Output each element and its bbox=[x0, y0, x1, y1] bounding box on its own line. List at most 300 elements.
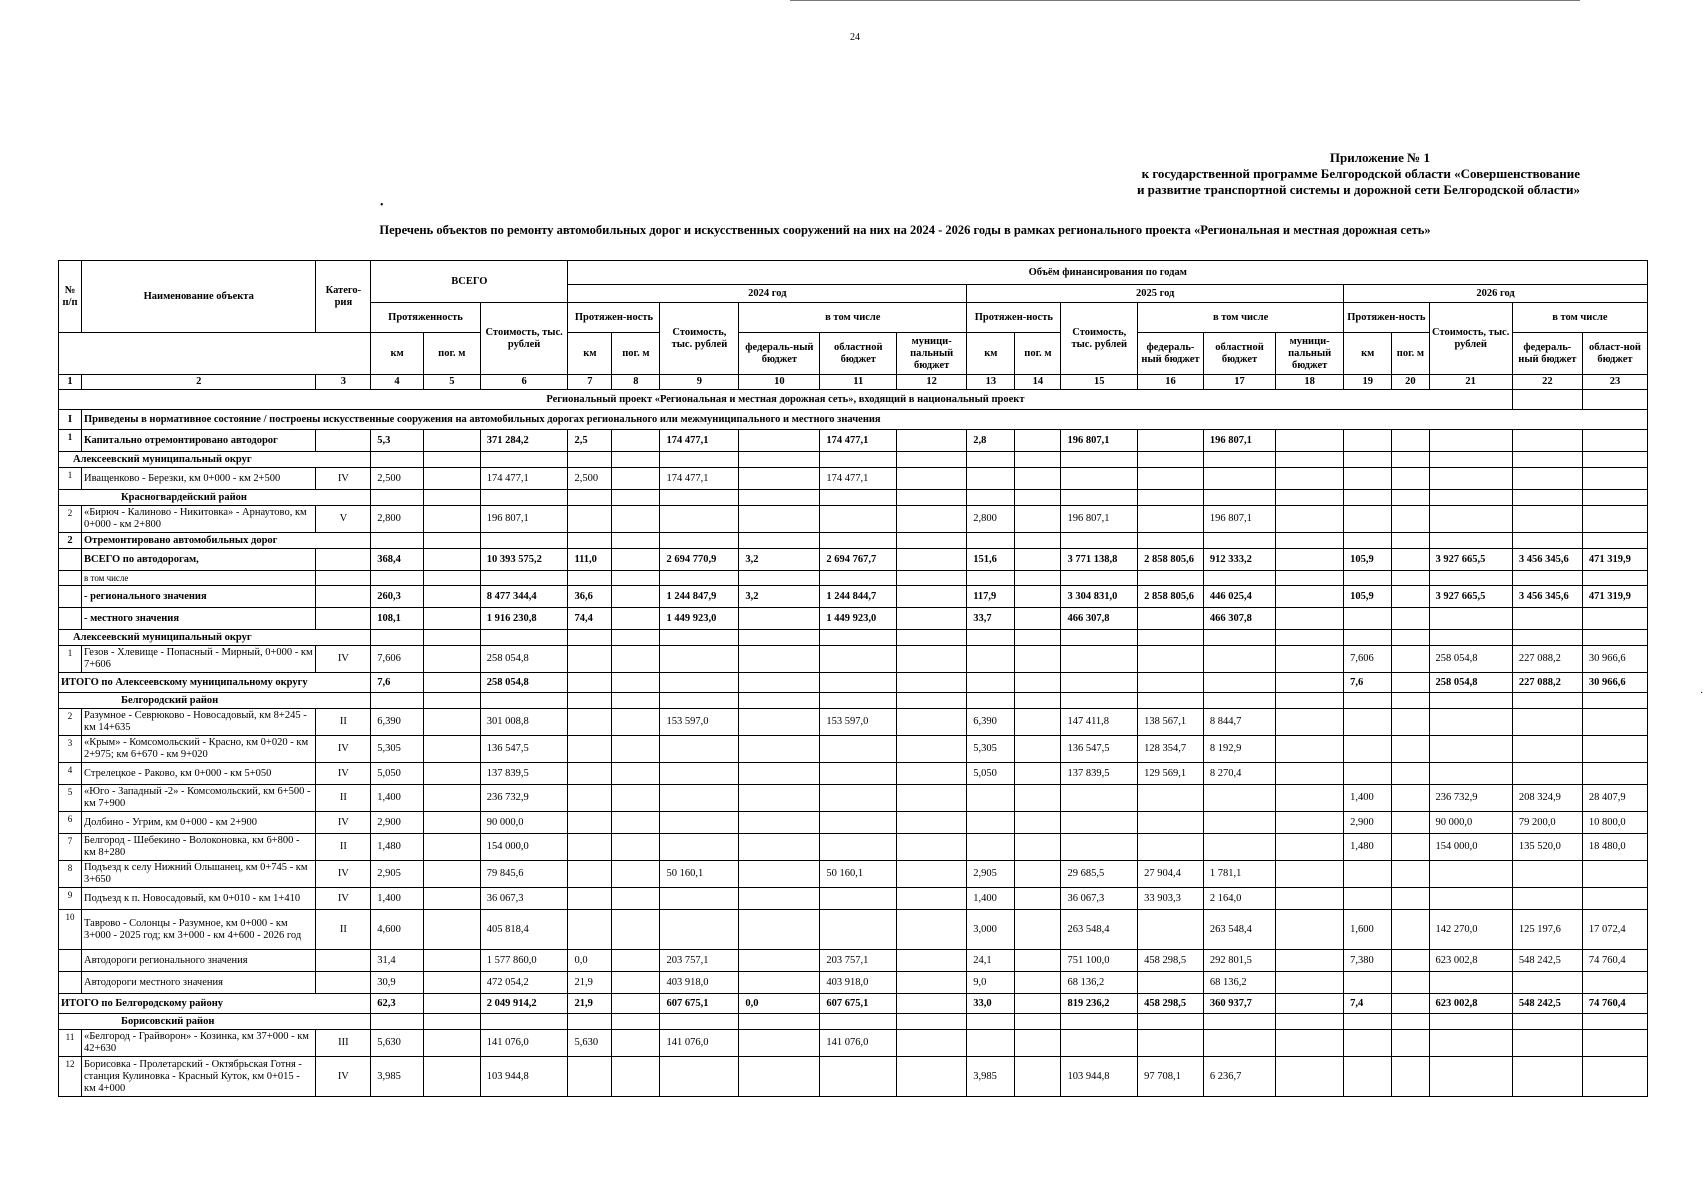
value-cell bbox=[897, 468, 967, 490]
value-cell bbox=[660, 571, 739, 586]
value-cell bbox=[820, 736, 897, 763]
row-number bbox=[59, 571, 82, 586]
header-2025: 2025 год bbox=[967, 285, 1344, 303]
value-cell: 174 477,1 bbox=[820, 468, 897, 490]
empty-cell bbox=[423, 533, 480, 549]
empty-cell bbox=[1392, 533, 1429, 549]
total-cell: 2 049 914,2 bbox=[480, 994, 568, 1014]
value-cell: 203 757,1 bbox=[660, 950, 739, 972]
value-cell: 403 918,0 bbox=[660, 972, 739, 994]
empty-cell bbox=[1061, 693, 1138, 709]
table-row bbox=[59, 549, 1648, 571]
value-cell bbox=[568, 888, 612, 910]
object-name: «Юго - Западный -2» - Комсомольский, км 6+500 - км 7+900 bbox=[82, 785, 316, 812]
column-number: 12 bbox=[897, 375, 967, 390]
value-cell bbox=[1203, 646, 1275, 673]
table-row bbox=[59, 910, 1648, 950]
value-cell bbox=[1392, 861, 1429, 888]
row-number: 4 bbox=[59, 763, 82, 785]
value-cell: 3,985 bbox=[371, 1057, 424, 1097]
value-cell bbox=[1582, 763, 1647, 785]
value-cell: 1 449 923,0 bbox=[820, 608, 897, 630]
value-cell: 3 304 831,0 bbox=[1061, 586, 1138, 608]
value-cell bbox=[1392, 785, 1429, 812]
empty-cell bbox=[1429, 490, 1512, 506]
object-name: ВСЕГО по автодорогам, bbox=[82, 549, 316, 571]
header-incl-2024: в том числе bbox=[739, 303, 967, 333]
value-cell bbox=[1392, 646, 1429, 673]
value-cell bbox=[897, 549, 967, 571]
value-cell: 5,3 bbox=[371, 430, 424, 452]
empty-cell bbox=[1276, 693, 1344, 709]
value-cell bbox=[967, 646, 1015, 673]
value-cell: 466 307,8 bbox=[1203, 608, 1275, 630]
value-cell: 1,400 bbox=[371, 888, 424, 910]
table-row bbox=[59, 763, 1648, 785]
row-number: 10 bbox=[59, 910, 82, 950]
empty-cell bbox=[967, 1014, 1015, 1030]
value-cell bbox=[1392, 763, 1429, 785]
value-cell bbox=[1203, 834, 1275, 861]
value-cell bbox=[739, 646, 820, 673]
value-cell bbox=[568, 1057, 612, 1097]
row-number: 11 bbox=[59, 1030, 82, 1057]
column-number: 8 bbox=[612, 375, 660, 390]
value-cell: 2,5 bbox=[568, 430, 612, 452]
value-cell: 153 597,0 bbox=[820, 709, 897, 736]
value-cell: 36 067,3 bbox=[480, 888, 568, 910]
value-cell bbox=[480, 571, 568, 586]
table-row bbox=[59, 785, 1648, 812]
value-cell bbox=[1582, 861, 1647, 888]
total-cell bbox=[1138, 673, 1204, 693]
value-cell bbox=[897, 785, 967, 812]
value-cell bbox=[1276, 571, 1344, 586]
project-banner-row bbox=[59, 390, 1648, 410]
empty-cell bbox=[1276, 533, 1344, 549]
value-cell: 138 567,1 bbox=[1138, 709, 1204, 736]
value-cell: 471 319,9 bbox=[1582, 586, 1647, 608]
value-cell bbox=[1429, 430, 1512, 452]
value-cell bbox=[1582, 1057, 1647, 1097]
value-cell: 751 100,0 bbox=[1061, 950, 1138, 972]
value-cell bbox=[423, 1057, 480, 1097]
value-cell bbox=[1015, 763, 1061, 785]
value-cell bbox=[739, 430, 820, 452]
category: IV bbox=[316, 736, 371, 763]
header-municipal-2024: муници-пальный бюджет bbox=[897, 333, 967, 375]
value-cell: 236 732,9 bbox=[480, 785, 568, 812]
value-cell bbox=[1276, 834, 1344, 861]
header-category: Катего-рия bbox=[316, 261, 371, 333]
empty-cell bbox=[897, 693, 967, 709]
value-cell: 18 480,0 bbox=[1582, 834, 1647, 861]
value-cell: 368,4 bbox=[371, 549, 424, 571]
empty-cell bbox=[480, 693, 568, 709]
value-cell bbox=[660, 1057, 739, 1097]
empty-cell bbox=[1582, 630, 1647, 646]
value-cell bbox=[1344, 763, 1392, 785]
column-number: 6 bbox=[480, 375, 568, 390]
header-spacer bbox=[59, 333, 371, 375]
empty-cell bbox=[1344, 452, 1392, 468]
value-cell: 2,8 bbox=[967, 430, 1015, 452]
category: II bbox=[316, 709, 371, 736]
object-name: Разумное - Севрюково - Новосадовый, км 8+245 - км 14+635 bbox=[82, 709, 316, 736]
empty-cell bbox=[1429, 533, 1512, 549]
empty-cell bbox=[1138, 452, 1204, 468]
value-cell bbox=[1392, 834, 1429, 861]
header-length-2024: Протяжен-ность bbox=[568, 303, 660, 333]
category: V bbox=[316, 506, 371, 533]
value-cell bbox=[1344, 506, 1392, 533]
appendix-title: Приложение № 1 bbox=[1329, 150, 1430, 165]
value-cell: 27 904,4 bbox=[1138, 861, 1204, 888]
object-name: - регионального значения bbox=[82, 586, 316, 608]
value-cell: 2 694 770,9 bbox=[660, 549, 739, 571]
value-cell bbox=[967, 812, 1015, 834]
total-cell: 33,0 bbox=[967, 994, 1015, 1014]
value-cell: 196 807,1 bbox=[1061, 430, 1138, 452]
column-number: 13 bbox=[967, 375, 1015, 390]
value-cell bbox=[423, 646, 480, 673]
row-number: 5 bbox=[59, 785, 82, 812]
value-cell bbox=[1392, 888, 1429, 910]
category bbox=[316, 430, 371, 452]
value-cell bbox=[1582, 736, 1647, 763]
empty-cell bbox=[1582, 533, 1647, 549]
value-cell: 125 197,6 bbox=[1512, 910, 1582, 950]
header-total: ВСЕГО bbox=[371, 261, 568, 303]
value-cell bbox=[423, 763, 480, 785]
empty-cell bbox=[1015, 452, 1061, 468]
value-cell bbox=[568, 571, 612, 586]
value-cell bbox=[612, 1057, 660, 1097]
value-cell bbox=[612, 834, 660, 861]
value-cell bbox=[739, 834, 820, 861]
empty-cell bbox=[371, 630, 424, 646]
category bbox=[316, 972, 371, 994]
value-cell bbox=[739, 888, 820, 910]
value-cell bbox=[1276, 586, 1344, 608]
total-cell bbox=[1276, 994, 1344, 1014]
district-name: Алексеевский муниципальный округ bbox=[59, 630, 371, 646]
value-cell bbox=[1276, 888, 1344, 910]
value-cell bbox=[820, 888, 897, 910]
category: IV bbox=[316, 646, 371, 673]
value-cell: 458 298,5 bbox=[1138, 950, 1204, 972]
value-cell bbox=[739, 1030, 820, 1057]
total-cell bbox=[1392, 673, 1429, 693]
value-cell bbox=[739, 571, 820, 586]
value-cell bbox=[612, 861, 660, 888]
empty-cell bbox=[1344, 630, 1392, 646]
value-cell: 103 944,8 bbox=[480, 1057, 568, 1097]
value-cell bbox=[1276, 468, 1344, 490]
district-name: Борисовский район bbox=[59, 1014, 371, 1030]
value-cell bbox=[1344, 1057, 1392, 1097]
value-cell bbox=[897, 586, 967, 608]
empty-cell bbox=[660, 693, 739, 709]
empty-cell bbox=[1015, 490, 1061, 506]
row-number bbox=[59, 950, 82, 972]
value-cell: 2,900 bbox=[1344, 812, 1392, 834]
empty-cell bbox=[1429, 630, 1512, 646]
value-cell: 7,606 bbox=[371, 646, 424, 673]
table-row bbox=[59, 430, 1648, 452]
table-row bbox=[59, 506, 1648, 533]
value-cell bbox=[897, 888, 967, 910]
value-cell: 3 456 345,6 bbox=[1512, 549, 1582, 571]
value-cell: 2 694 767,7 bbox=[820, 549, 897, 571]
total-cell bbox=[1015, 673, 1061, 693]
value-cell bbox=[423, 972, 480, 994]
category bbox=[316, 950, 371, 972]
value-cell: 1 781,1 bbox=[1203, 861, 1275, 888]
value-cell: 137 839,5 bbox=[480, 763, 568, 785]
table-row bbox=[59, 834, 1648, 861]
total-cell: 360 937,7 bbox=[1203, 994, 1275, 1014]
column-number: 23 bbox=[1582, 375, 1647, 390]
total-cell bbox=[897, 673, 967, 693]
empty-cell bbox=[612, 452, 660, 468]
header-regional-2026: област-ной бюджет bbox=[1582, 333, 1647, 375]
empty-cell bbox=[1276, 630, 1344, 646]
object-name: Автодороги регионального значения bbox=[82, 950, 316, 972]
value-cell bbox=[1582, 506, 1647, 533]
value-cell bbox=[1582, 972, 1647, 994]
district-row bbox=[59, 693, 1648, 709]
row-number: 9 bbox=[59, 888, 82, 910]
total-cell: 7,4 bbox=[1344, 994, 1392, 1014]
row-number: 6 bbox=[59, 812, 82, 834]
value-cell bbox=[1015, 861, 1061, 888]
value-cell bbox=[739, 1057, 820, 1097]
value-cell bbox=[1203, 1030, 1275, 1057]
value-cell bbox=[1512, 430, 1582, 452]
empty-cell bbox=[739, 630, 820, 646]
value-cell bbox=[1512, 571, 1582, 586]
table-row bbox=[59, 586, 1648, 608]
row-number: 1 bbox=[59, 468, 82, 490]
empty-cell bbox=[660, 630, 739, 646]
value-cell bbox=[967, 834, 1015, 861]
empty-cell bbox=[480, 533, 568, 549]
empty-cell bbox=[1429, 693, 1512, 709]
value-cell bbox=[1392, 972, 1429, 994]
value-cell: 29 685,5 bbox=[1061, 861, 1138, 888]
value-cell bbox=[612, 736, 660, 763]
value-cell: 79 845,6 bbox=[480, 861, 568, 888]
value-cell bbox=[423, 549, 480, 571]
value-cell: 5,630 bbox=[568, 1030, 612, 1057]
value-cell bbox=[820, 785, 897, 812]
value-cell: 403 918,0 bbox=[820, 972, 897, 994]
value-cell bbox=[897, 950, 967, 972]
value-cell: 3,985 bbox=[967, 1057, 1015, 1097]
value-cell: 5,305 bbox=[967, 736, 1015, 763]
empty-cell bbox=[660, 490, 739, 506]
value-cell: 2,800 bbox=[371, 506, 424, 533]
empty-cell bbox=[480, 490, 568, 506]
value-cell bbox=[660, 646, 739, 673]
category: IV bbox=[316, 861, 371, 888]
empty-cell bbox=[660, 452, 739, 468]
value-cell bbox=[1392, 812, 1429, 834]
object-name: Капитально отремонтировано автодорог bbox=[82, 430, 316, 452]
total-cell: 30 966,6 bbox=[1582, 673, 1647, 693]
empty-cell bbox=[480, 1014, 568, 1030]
value-cell bbox=[1138, 571, 1204, 586]
total-label: ИТОГО по Алексеевскому муниципальному округу bbox=[59, 673, 371, 693]
empty-cell bbox=[1203, 693, 1275, 709]
category: IV bbox=[316, 468, 371, 490]
value-cell bbox=[612, 571, 660, 586]
value-cell bbox=[1429, 608, 1512, 630]
district-row bbox=[59, 1014, 1648, 1030]
value-cell bbox=[1061, 834, 1138, 861]
empty-cell bbox=[897, 490, 967, 506]
value-cell: 4,600 bbox=[371, 910, 424, 950]
total-cell: 21,9 bbox=[568, 994, 612, 1014]
section-number: I bbox=[59, 410, 82, 430]
row-number: 3 bbox=[59, 736, 82, 763]
value-cell bbox=[1276, 763, 1344, 785]
object-name: Иващенково - Березки, км 0+000 - км 2+500 bbox=[82, 468, 316, 490]
page-number: 24 bbox=[850, 32, 860, 43]
empty-cell bbox=[1392, 490, 1429, 506]
value-cell bbox=[1392, 736, 1429, 763]
header-2026: 2026 год bbox=[1344, 285, 1648, 303]
value-cell bbox=[1015, 785, 1061, 812]
category: IV bbox=[316, 763, 371, 785]
value-cell: 111,0 bbox=[568, 549, 612, 571]
table-row bbox=[59, 468, 1648, 490]
value-cell: 0,0 bbox=[568, 950, 612, 972]
district-row bbox=[59, 490, 1648, 506]
total-cell bbox=[612, 673, 660, 693]
value-cell bbox=[739, 506, 820, 533]
object-name: Таврово - Солонцы - Разумное, км 0+000 - км 3+000 - 2025 год; км 3+000 - км 4+600 - 2026 год bbox=[82, 910, 316, 950]
empty-cell bbox=[739, 533, 820, 549]
header-funding: Объём финансирования по годам bbox=[568, 261, 1648, 285]
value-cell bbox=[820, 834, 897, 861]
value-cell bbox=[1138, 430, 1204, 452]
column-number: 22 bbox=[1512, 375, 1582, 390]
district-row bbox=[59, 630, 1648, 646]
value-cell bbox=[423, 506, 480, 533]
value-cell bbox=[1061, 646, 1138, 673]
empty-cell bbox=[1344, 1014, 1392, 1030]
value-cell: 1,400 bbox=[371, 785, 424, 812]
value-cell bbox=[897, 812, 967, 834]
value-cell bbox=[1344, 709, 1392, 736]
total-cell: 607 675,1 bbox=[820, 994, 897, 1014]
value-cell bbox=[1015, 430, 1061, 452]
value-cell: 3 771 138,8 bbox=[1061, 549, 1138, 571]
value-cell bbox=[739, 785, 820, 812]
empty-cell bbox=[1392, 693, 1429, 709]
value-cell bbox=[1276, 785, 1344, 812]
value-cell bbox=[1138, 910, 1204, 950]
value-cell: 258 054,8 bbox=[480, 646, 568, 673]
value-cell bbox=[1429, 1030, 1512, 1057]
value-cell: 129 569,1 bbox=[1138, 763, 1204, 785]
object-name: Подъезд к п. Новосадовый, км 0+010 - км 1+410 bbox=[82, 888, 316, 910]
value-cell: 1,400 bbox=[967, 888, 1015, 910]
value-cell: 174 477,1 bbox=[660, 468, 739, 490]
value-cell: 136 547,5 bbox=[480, 736, 568, 763]
category: IV bbox=[316, 1057, 371, 1097]
empty-cell bbox=[897, 533, 967, 549]
header-length: Протяженность bbox=[371, 303, 481, 333]
value-cell bbox=[568, 709, 612, 736]
value-cell: 5,305 bbox=[371, 736, 424, 763]
category: IV bbox=[316, 812, 371, 834]
value-cell: 8 270,4 bbox=[1203, 763, 1275, 785]
empty-cell bbox=[480, 452, 568, 468]
value-cell: 68 136,2 bbox=[1203, 972, 1275, 994]
empty-cell bbox=[1061, 1014, 1138, 1030]
value-cell bbox=[612, 1030, 660, 1057]
column-number: 4 bbox=[371, 375, 424, 390]
value-cell bbox=[1429, 709, 1512, 736]
value-cell bbox=[1344, 571, 1392, 586]
value-cell bbox=[1582, 468, 1647, 490]
value-cell bbox=[423, 736, 480, 763]
row-number: 1 bbox=[59, 646, 82, 673]
empty-cell bbox=[1061, 452, 1138, 468]
value-cell bbox=[897, 972, 967, 994]
value-cell bbox=[371, 571, 424, 586]
empty-cell bbox=[1015, 533, 1061, 549]
value-cell bbox=[739, 972, 820, 994]
value-cell: 196 807,1 bbox=[1203, 506, 1275, 533]
value-cell bbox=[1061, 785, 1138, 812]
empty-cell bbox=[423, 693, 480, 709]
value-cell: 10 393 575,2 bbox=[480, 549, 568, 571]
empty-cell bbox=[371, 1014, 424, 1030]
appendix-line-1: к государственной программе Белгородской области «Совершенствование bbox=[1141, 166, 1580, 181]
value-cell: 263 548,4 bbox=[1061, 910, 1138, 950]
empty-cell bbox=[1582, 490, 1647, 506]
empty-cell bbox=[1061, 630, 1138, 646]
empty-cell bbox=[820, 630, 897, 646]
column-number-row bbox=[59, 375, 1648, 390]
object-name: - местного значения bbox=[82, 608, 316, 630]
value-cell bbox=[1015, 888, 1061, 910]
column-number: 19 bbox=[1344, 375, 1392, 390]
column-number: 17 bbox=[1203, 375, 1275, 390]
value-cell bbox=[897, 506, 967, 533]
value-cell bbox=[568, 812, 612, 834]
value-cell: 236 732,9 bbox=[1429, 785, 1512, 812]
column-number: 18 bbox=[1276, 375, 1344, 390]
value-cell bbox=[1276, 608, 1344, 630]
value-cell: 8 192,9 bbox=[1203, 736, 1275, 763]
value-cell bbox=[423, 608, 480, 630]
empty-cell bbox=[1015, 1014, 1061, 1030]
value-cell: 446 025,4 bbox=[1203, 586, 1275, 608]
value-cell: 2,500 bbox=[568, 468, 612, 490]
empty-cell bbox=[1203, 490, 1275, 506]
value-cell: 36,6 bbox=[568, 586, 612, 608]
category bbox=[316, 586, 371, 608]
value-cell bbox=[820, 910, 897, 950]
value-cell bbox=[568, 910, 612, 950]
empty-cell bbox=[1429, 452, 1512, 468]
value-cell: 105,9 bbox=[1344, 586, 1392, 608]
